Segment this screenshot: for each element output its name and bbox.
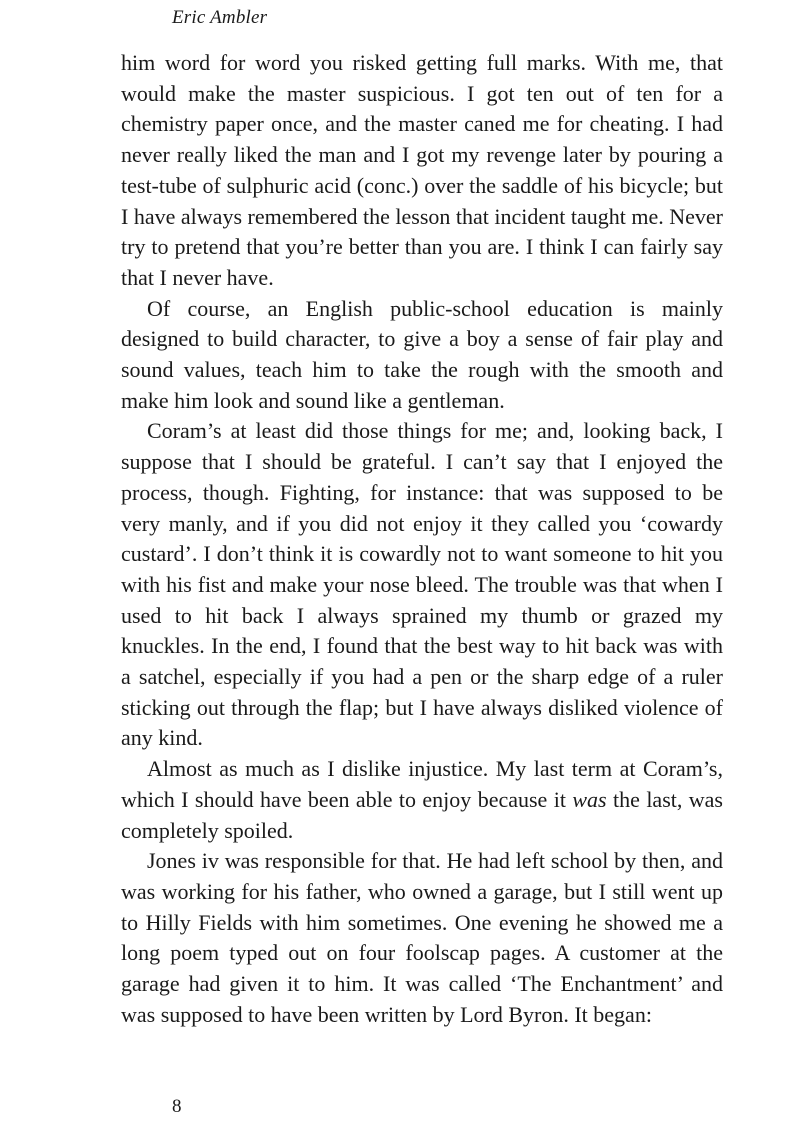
body-text: [121, 48, 723, 1031]
paragraph-1: him word for word you risked getting full marks. With me, that would make the master suspicious. I got ten out of ten for a chemistry paper once, and the master caned me for cheating. I had never really liked the man and I got my revenge later by pouring a test-tube of sulphuric acid (conc.) over the saddle of his bicycle; but I have always remembered the lesson that incident taught me. Never try to pretend that you’re better than you are. I think I can fairly say that I never have.: [121, 50, 723, 290]
paragraph-2: Of course, an English public-school education is mainly designed to build character, to give a boy a sense of fair play and sound values, teach him to take the rough with the smooth and make him look and sound like a gentleman.: [121, 295, 723, 413]
paragraph-4-text-after: the last, was completely spoiled.: [121, 786, 723, 843]
page-number: 8: [172, 1096, 182, 1117]
paragraph-4-emphasis: was: [572, 786, 607, 812]
paragraph-4-text-before: Almost as much as I dislike injustice. My last term at Coram’s, which I should have been able to enjoy because it: [121, 756, 723, 812]
running-head: Eric Ambler: [172, 7, 268, 28]
paragraph-4: [121, 754, 723, 846]
paragraph-5: Jones iv was responsible for that. He had left school by then, and was working for his father, who owned a garage, but I still went up to Hilly Fields with him sometimes. One evening he showed me a long poem typed out on four foolscap pages. A customer at the garage had given it to him. It was called ‘The Enchantment’ and was supposed to have been written by Lord Byron. It began:: [121, 848, 723, 1027]
paragraph-3: Coram’s at least did those things for me; and, looking back, I suppose that I should be grateful. I can’t say that I enjoyed the process, though. Fighting, for instance: that was supposed to be very manly, and if you did not enjoy it they called you ‘cowardy custard’. I don’t think it is cowardly not to want someone to hit you with his fist and make your nose bleed. The trouble was that when I used to hit back I always sprained my thumb or grazed my knuckles. In the end, I found that the best way to hit back was with a satchel, especially if you had a pen or the sharp edge of a ruler sticking out through the flap; but I have always disliked violence of any kind.: [121, 418, 723, 751]
